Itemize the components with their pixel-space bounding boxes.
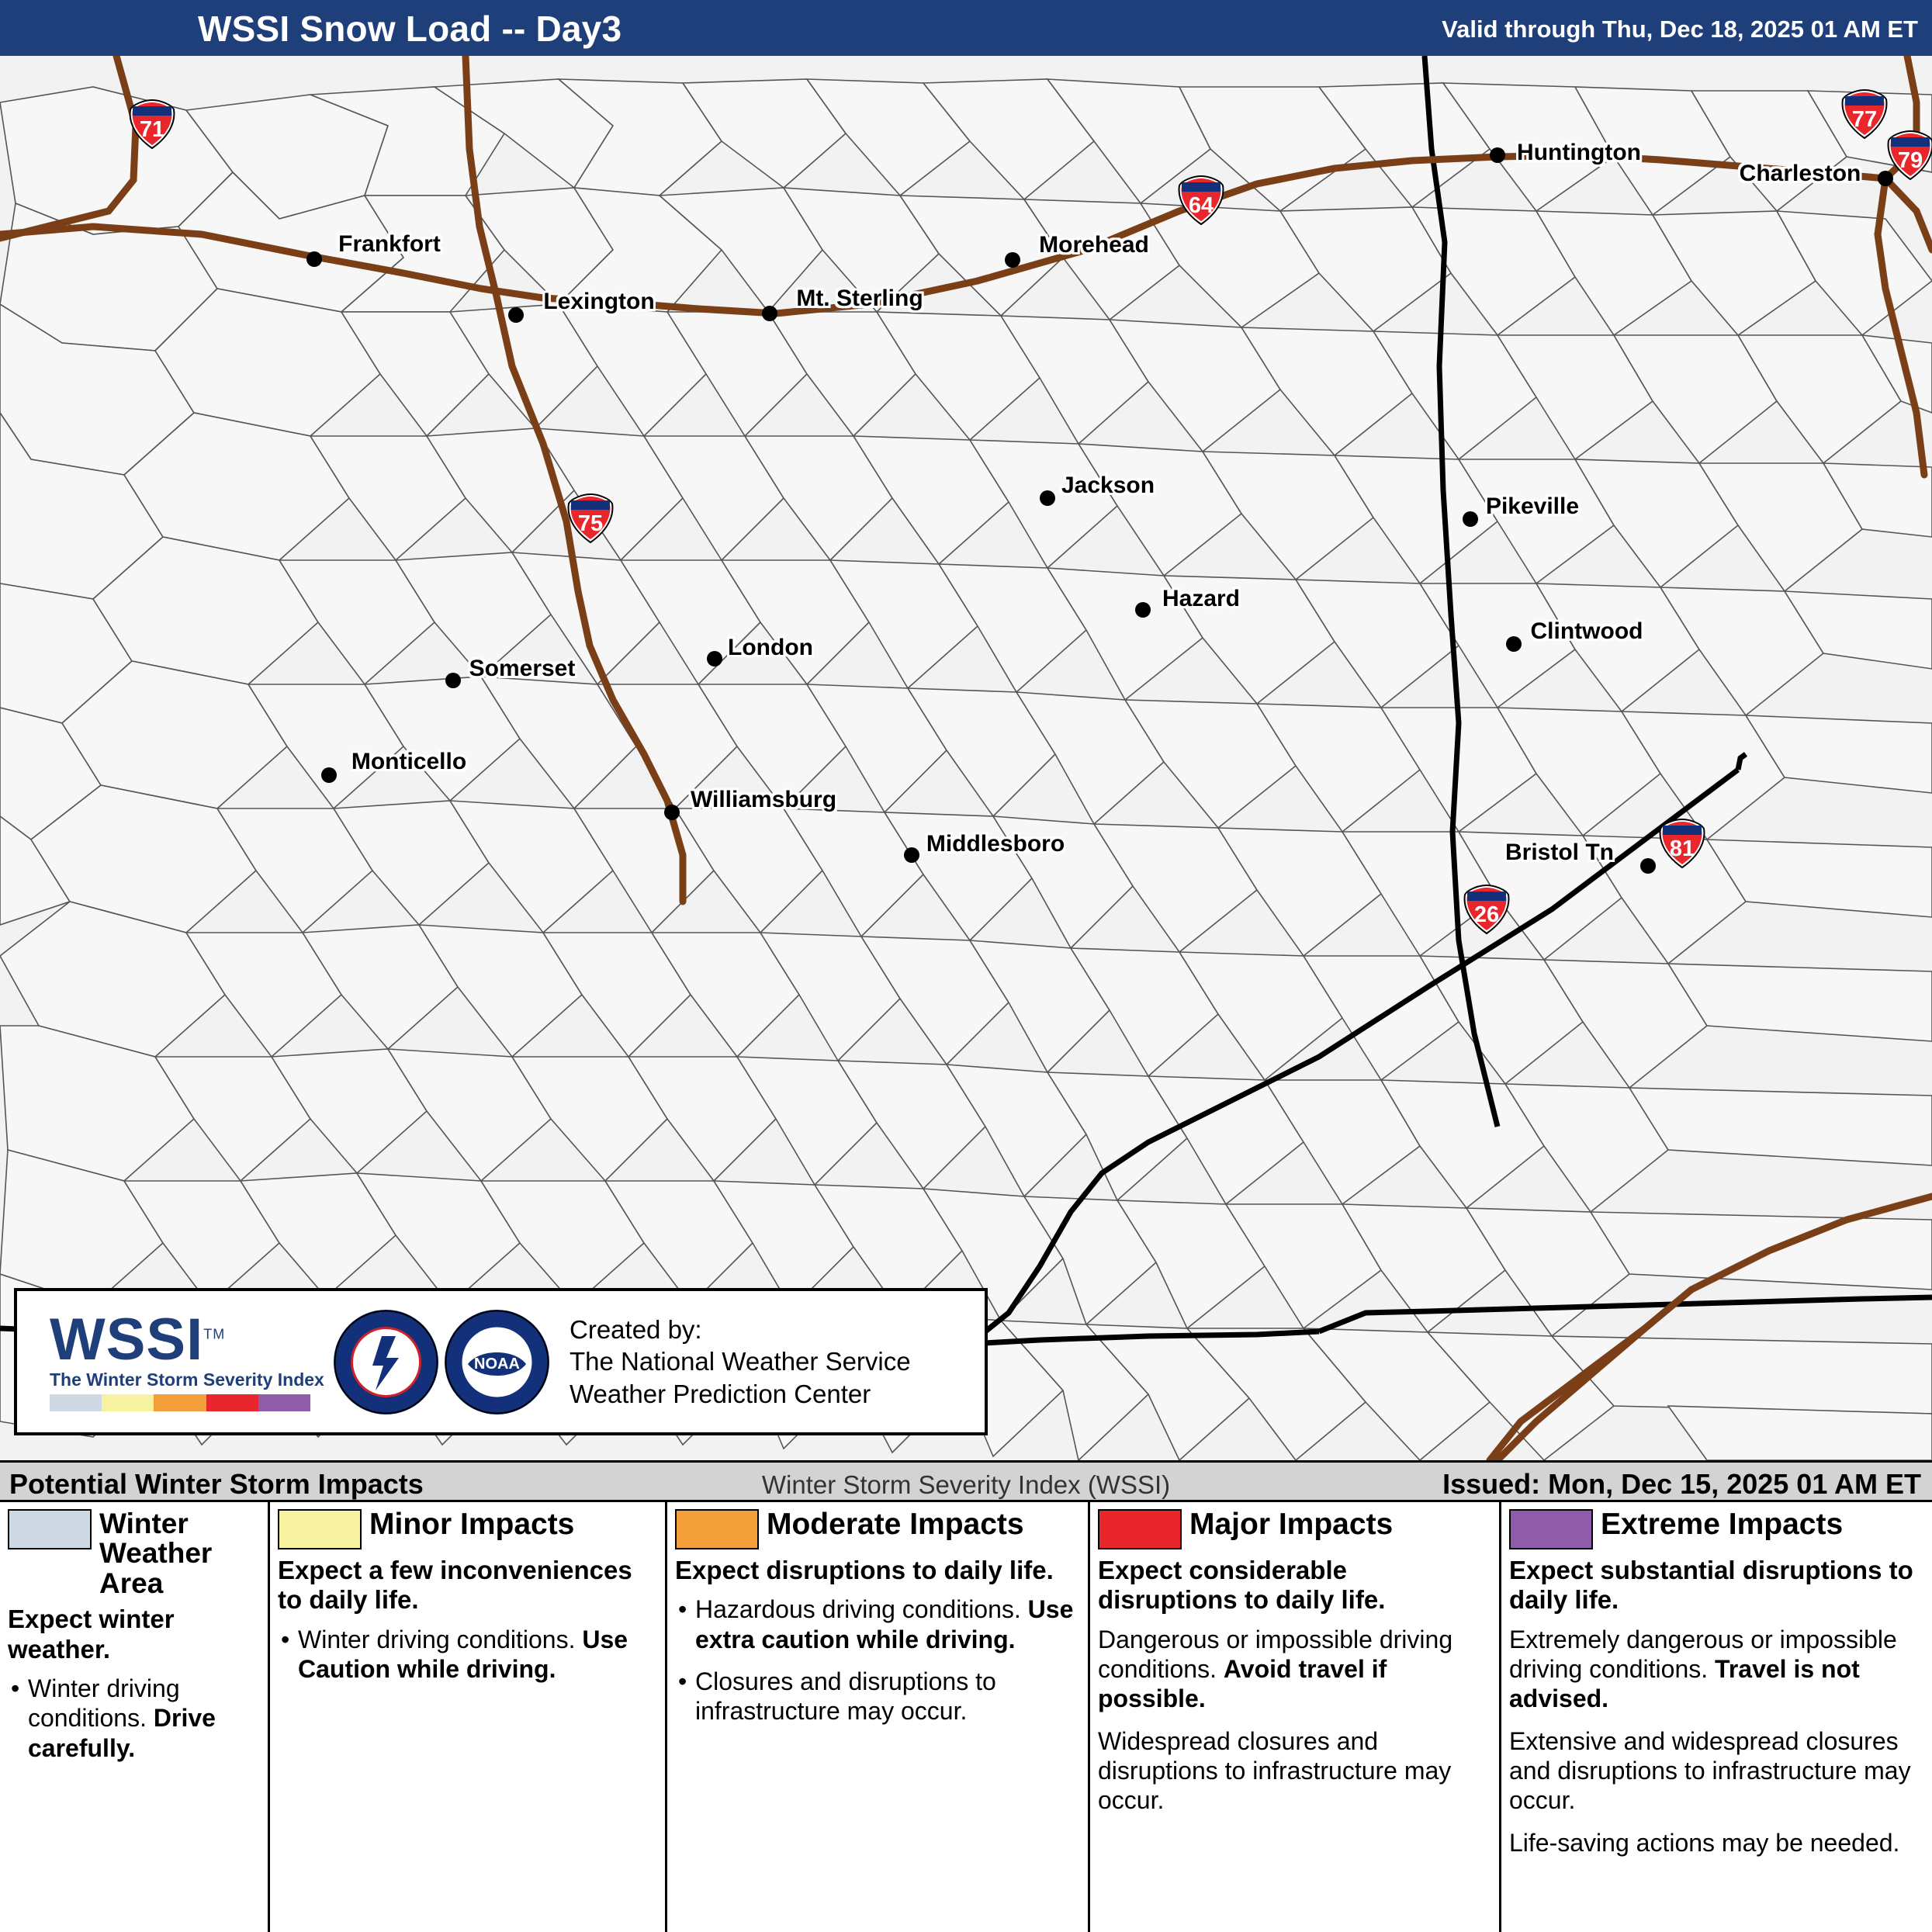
legend-bullet-text: Hazardous driving conditions. bbox=[695, 1595, 1028, 1624]
valid-through-text: Valid through Thu, Dec 18, 2025 01 AM ET bbox=[1442, 16, 1918, 43]
legend-bullet bbox=[1098, 1625, 1491, 1714]
legend-bullet bbox=[1098, 1726, 1491, 1816]
interstate-number: 71 bbox=[139, 117, 165, 142]
legend-lead: Expect winter weather. bbox=[8, 1605, 175, 1664]
legend-column-minor-impacts bbox=[270, 1502, 667, 1932]
interstate-shield-icon bbox=[1177, 175, 1225, 226]
credit-line-3: Weather Prediction Center bbox=[570, 1379, 871, 1408]
legend-title: Extreme Impacts bbox=[1601, 1508, 1844, 1541]
city-label: Morehead bbox=[1039, 232, 1149, 258]
legend-bullet bbox=[675, 1594, 1080, 1654]
city-label: Middlesboro bbox=[926, 831, 1065, 857]
legend-bullet-text: Dangerous or impossible driving conditions. bbox=[1098, 1625, 1453, 1683]
city-label: London bbox=[728, 635, 813, 660]
map-vector-layer bbox=[0, 56, 1932, 1460]
wssi-tagline: The Winter Storm Severity Index bbox=[50, 1369, 324, 1390]
legend-title: Minor Impacts bbox=[369, 1508, 575, 1541]
city-label: Frankfort bbox=[338, 231, 441, 257]
noaa-seal-icon bbox=[445, 1310, 549, 1414]
legend-swatch bbox=[278, 1509, 362, 1549]
legend-swatch bbox=[675, 1509, 759, 1549]
interstate-shield-icon bbox=[1463, 884, 1511, 935]
legend-column-major-impacts bbox=[1090, 1502, 1501, 1932]
city-dot bbox=[1135, 602, 1151, 618]
interstate-shield-icon bbox=[566, 493, 615, 544]
interstate-shield-icon bbox=[1886, 130, 1932, 181]
wssi-credit-box bbox=[14, 1288, 988, 1435]
city-label: Hazard bbox=[1162, 586, 1241, 611]
city-label: Somerset bbox=[469, 656, 576, 681]
legend-bullet-emphasis: Travel is not advised. bbox=[1509, 1654, 1860, 1713]
legend-bullet-text: Winter driving conditions. bbox=[28, 1674, 180, 1733]
nws-seal-icon bbox=[334, 1310, 438, 1414]
legend-bullet-text: Winter driving conditions. bbox=[298, 1625, 583, 1653]
city-label: Charleston bbox=[1739, 161, 1861, 186]
legend-column-winter-weather-area bbox=[0, 1502, 270, 1932]
legend-bullet-emphasis: Use extra caution while driving. bbox=[695, 1595, 1074, 1653]
city-dot bbox=[1506, 636, 1522, 652]
interstate-number: 75 bbox=[577, 511, 604, 536]
legend-swatch bbox=[8, 1509, 92, 1549]
city-label: Pikeville bbox=[1485, 493, 1580, 519]
city-label: Lexington bbox=[543, 289, 655, 314]
legend-bullet-text: Extensive and widespread closures and disruptions to infrastructure may occur. bbox=[1509, 1726, 1911, 1815]
city-dot bbox=[1005, 252, 1020, 268]
city-label: Williamsburg bbox=[690, 787, 837, 812]
city-dot bbox=[904, 847, 919, 863]
legend-bullet-emphasis: Drive carefully. bbox=[28, 1704, 216, 1762]
city-dot bbox=[707, 651, 722, 667]
city-label: Huntington bbox=[1517, 140, 1641, 165]
wssi-color-key bbox=[50, 1394, 310, 1411]
legend-bullet bbox=[8, 1674, 260, 1763]
legend-bullet bbox=[675, 1667, 1080, 1726]
legend-lead: Expect considerable disruptions to daily life. bbox=[1098, 1556, 1386, 1615]
impacts-bar-subtitle: Winter Storm Severity Index (WSSI) bbox=[761, 1470, 1171, 1499]
city-dot bbox=[762, 306, 777, 321]
legend-bullet bbox=[1509, 1726, 1924, 1816]
interstate-number: 26 bbox=[1473, 902, 1500, 927]
page-title: WSSI Snow Load -- Day3 bbox=[198, 9, 622, 49]
interstate-number: 81 bbox=[1669, 836, 1695, 861]
legend-title: Moderate Impacts bbox=[767, 1508, 1024, 1541]
city-dot bbox=[1490, 147, 1505, 163]
city-dot bbox=[508, 307, 524, 323]
credit-text bbox=[570, 1314, 911, 1411]
city-label: Mt. Sterling bbox=[796, 286, 923, 311]
city-label: Bristol Tn bbox=[1505, 840, 1614, 865]
city-dot bbox=[664, 805, 680, 820]
map-canvas[interactable] bbox=[0, 56, 1932, 1460]
legend-column-moderate-impacts bbox=[667, 1502, 1090, 1932]
city-dot bbox=[1463, 511, 1478, 527]
legend-bullet-emphasis: Avoid travel if possible. bbox=[1098, 1654, 1387, 1713]
interstate-shield-icon bbox=[1840, 88, 1889, 140]
legend-swatch bbox=[1098, 1509, 1182, 1549]
impacts-bar bbox=[0, 1460, 1932, 1502]
interstate-shield-icon bbox=[1658, 818, 1706, 869]
city-dot bbox=[1040, 490, 1055, 506]
interstate-number: 77 bbox=[1851, 107, 1878, 132]
svg-text:NOAA: NOAA bbox=[474, 1355, 520, 1373]
issued-text: Issued: Mon, Dec 15, 2025 01 AM ET bbox=[1442, 1468, 1921, 1500]
legend-bullet-text: Closures and disruptions to infrastructure may occur. bbox=[695, 1667, 996, 1726]
trademark-mark: TM bbox=[203, 1326, 226, 1342]
legend-swatch bbox=[1509, 1509, 1593, 1549]
legend-bullet-emphasis: Use Caution while driving. bbox=[298, 1625, 628, 1683]
header-bar bbox=[0, 0, 1932, 56]
city-label: Clintwood bbox=[1530, 618, 1643, 644]
city-dot bbox=[306, 251, 322, 267]
city-dot bbox=[1640, 858, 1656, 874]
legend-column-extreme-impacts bbox=[1501, 1502, 1932, 1932]
city-label: Monticello bbox=[351, 749, 467, 774]
legend-bullet-text: Widespread closures and disruptions to infrastructure may occur. bbox=[1098, 1726, 1452, 1815]
legend-bullet-text: Extremely dangerous or impossible driving conditions. bbox=[1509, 1625, 1897, 1683]
city-label: Jackson bbox=[1061, 473, 1155, 498]
credit-line-1: Created by: bbox=[570, 1314, 702, 1344]
interstate-shield-icon bbox=[128, 99, 176, 150]
legend bbox=[0, 1502, 1932, 1932]
legend-bullet bbox=[1509, 1625, 1924, 1714]
interstate-number: 79 bbox=[1897, 148, 1923, 173]
legend-bullet bbox=[278, 1625, 657, 1684]
legend-lead: Expect substantial disruptions to daily life. bbox=[1509, 1556, 1913, 1615]
impacts-bar-title: Potential Winter Storm Impacts bbox=[9, 1468, 424, 1500]
legend-lead: Expect a few inconveniences to daily life. bbox=[278, 1556, 632, 1615]
legend-title: Major Impacts bbox=[1189, 1508, 1394, 1541]
city-dot bbox=[321, 767, 337, 783]
wssi-wordmark: WSSI™ bbox=[50, 1306, 226, 1373]
interstate-number: 64 bbox=[1188, 193, 1214, 218]
legend-title: Winter Weather Area bbox=[99, 1508, 213, 1599]
city-dot bbox=[445, 673, 461, 688]
legend-bullet-text: Life-saving actions may be needed. bbox=[1509, 1828, 1900, 1857]
legend-lead: Expect disruptions to daily life. bbox=[675, 1556, 1054, 1584]
legend-bullet bbox=[1509, 1828, 1924, 1858]
wssi-logo bbox=[17, 1306, 327, 1411]
credit-line-2: The National Weather Service bbox=[570, 1347, 911, 1376]
